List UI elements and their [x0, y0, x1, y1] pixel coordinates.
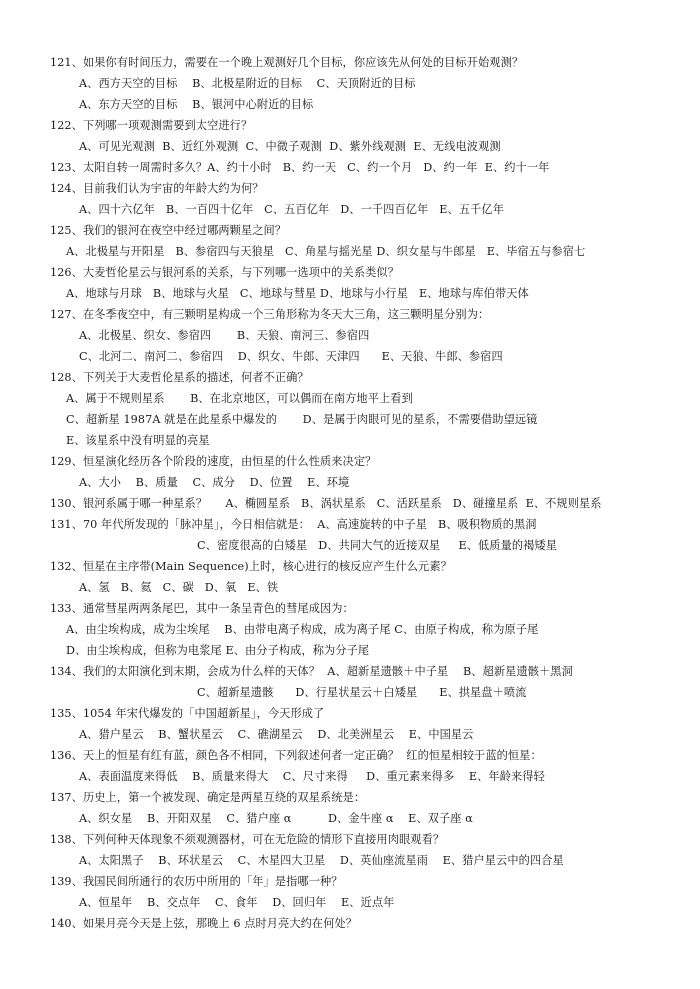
question-138: 138、下列何种天体现象不须观测器材，可在无危险的情形下直接用肉眼观看？: [50, 833, 445, 846]
question-128-options-row-2: C、超新星 1987A 就是在此星系中爆发的 D、是属于肉眼可见的星系，不需要借助望远镜: [66, 413, 538, 426]
question-121: 121、如果你有时间压力，需要在一个晚上观测好几个目标，你应该先从何处的目标开始观测？: [50, 56, 524, 69]
question-126-options: A、地球与月球 B、地球与火星 C、地球与彗星 D、地球与小行星 E、地球与库伯带天体: [66, 287, 529, 300]
question-138-options: A、太阳黑子 B、环状星云 C、木星四大卫星 D、英仙座流星雨 E、猎户星云中的四合星: [79, 854, 564, 867]
question-134-options-row-2: C、超新星遗骸 D、行星状星云＋白矮星 E、拱星盘＋喷流: [197, 686, 527, 699]
question-127: 127、在冬季夜空中，有三颗明星构成一个三角形称为冬天大三角，这三颗明星分别为：: [50, 308, 490, 321]
question-133-options-row-1: A、由尘埃构成，成为尘埃尾 B、由带电离子构成，成为离子尾 C、由原子构成，称为原子尾: [66, 623, 539, 636]
question-133: 133、通常彗星两两条尾巴，其中一条呈青色的彗尾成因为：: [50, 602, 354, 615]
question-132-options: A、氢 B、氦 C、碳 D、氧 E、铁: [79, 581, 279, 594]
question-140: 140、如果月亮今天是上弦，那晚上 6 点时月亮大约在何处？: [50, 917, 358, 930]
question-134: 134、我们的太阳演化到末期，会成为什么样的天体？ A、超新星遗骸＋中子星 B、超新星遗骸＋黑洞: [50, 665, 573, 678]
question-127-options-row-2: C、北河二、南河二、参宿四 D、织女、牛郎、天津四 E、天狼、牛郎、参宿四: [79, 350, 503, 363]
question-131-options-row-2: C、密度很高的白矮星 D、共同大气的近接双星 E、低质量的褐矮星: [197, 539, 558, 552]
question-122-options: A、可见光观测 B、近红外观测 C、中微子观测 D、紫外线观测 E、无线电波观测: [79, 140, 501, 153]
question-124: 124、目前我们认为宇宙的年龄大约为何？: [50, 182, 264, 195]
question-132: 132、恒星在主序带(Main Sequence)上时，核心进行的核反应产生什么元素？: [50, 560, 452, 573]
question-122: 122、下列哪一项观测需要到太空进行？: [50, 119, 253, 132]
question-137: 137、历史上，第一个被发现、确定是两星互绕的双星系统是：: [50, 791, 366, 804]
question-123: 123、太阳自转一周需时多久？A、约十小时 B、约一天 C、约一个月 D、约一年 E、约十一年: [50, 161, 550, 174]
question-124-options: A、四十六亿年 B、一百四十亿年 C、五百亿年 D、一千四百亿年 E、五千亿年: [79, 203, 504, 216]
question-125: 125、我们的银河在夜空中经过哪两颗星之间？: [50, 224, 287, 237]
question-130: 130、银河系属于哪一种星系？ A、椭圆星系 B、涡状星系 C、活跃星系 D、碰撞星系 E、不规则星系: [50, 497, 602, 510]
question-137-options: A、织女星 B、开阳双星 C、猎户座 α D、金牛座 α E、双子座 α: [79, 812, 473, 825]
question-127-options-row-1: A、北极星、织女、参宿四 B、天狼、南河三、参宿四: [79, 329, 370, 342]
question-136: 136、天上的恒星有红有蓝，颜色各不相同，下列叙述何者一定正确？ 红的恒星相较于蓝的恒星：: [50, 749, 542, 762]
question-126: 126、大麦哲伦星云与银河系的关系，与下列哪一选项中的关系类似？: [50, 266, 399, 279]
question-121-options-row-1: A、西方天空的目标 B、北极星附近的目标 C、天顶附近的目标: [79, 77, 416, 90]
question-129-options: A、大小 B、质量 C、成分 D、位置 E、环境: [79, 476, 350, 489]
question-129: 129、恒星演化经历各个阶段的速度，由恒星的什么性质来决定？: [50, 455, 377, 468]
question-125-options: A、北极星与开阳星 B、参宿四与天狼星 C、角星与摇光星 D、织女星与牛郎星 E、毕宿五与参宿七: [66, 245, 586, 258]
question-136-options: A、表面温度来得低 B、质量来得大 C、尺寸来得 D、重元素来得多 E、年龄来得轻: [79, 770, 545, 783]
question-131: 131、70 年代所发现的「脉冲星」，今日相信就是： A、高速旋转的中子星 B、吸积物质的黑洞: [50, 518, 537, 531]
question-135-options: A、猎户星云 B、蟹状星云 C、礁湖星云 D、北美洲星云 E、中国星云: [79, 728, 474, 741]
question-133-options-row-2: D、由尘埃构成，但称为电浆尾 E、由分子构成，称为分子尾: [66, 644, 370, 657]
question-121-options-row-2: A、东方天空的目标 B、银河中心附近的目标: [79, 98, 314, 111]
question-128-options-row-1: A、属于不规则星系 B、在北京地区，可以偶而在南方地平上看到: [66, 392, 413, 405]
question-139-options: A、恒星年 B、交点年 C、食年 D、回归年 E、近点年: [79, 896, 395, 909]
question-128-options-row-3: E、该星系中没有明显的亮星: [66, 434, 210, 447]
question-135: 135、1054 年宋代爆发的「中国超新星」，今天形成了: [50, 707, 325, 720]
question-128: 128、下列关于大麦哲伦星系的描述，何者不正确？: [50, 371, 309, 384]
question-139: 139、我国民间所通行的农历中所用的「年」是指哪一种？: [50, 875, 343, 888]
